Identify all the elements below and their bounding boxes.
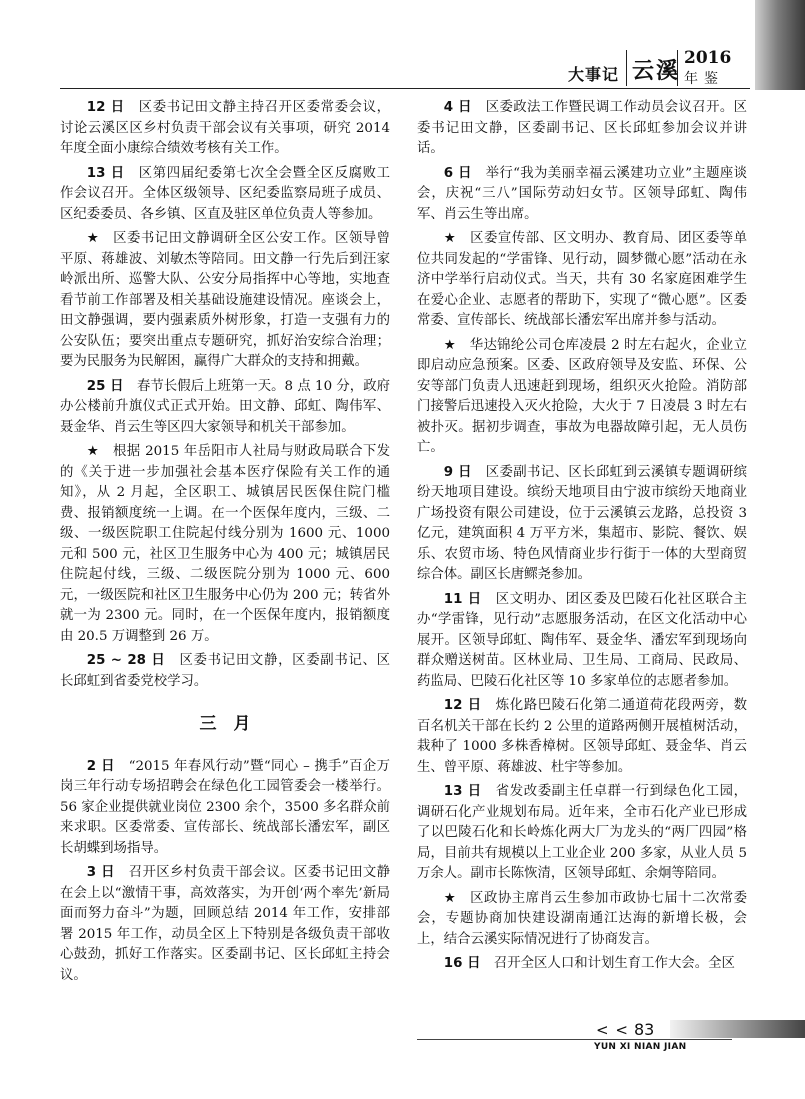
chronicle-entry	[417, 98, 747, 160]
header-decor-bar	[755, 0, 805, 90]
right-column	[417, 98, 747, 979]
chronicle-entry	[417, 696, 747, 778]
entry-date: ★	[443, 231, 457, 246]
entry-text: 区委宣传部、区文明办、教育局、团区委等单位共同发起的“学雷锋、见行动，圆梦微心愿”活动在永济中学举行启动仪式。当天，共有 30 名家庭困难学生在爱心企业、志愿者的帮助下，实现了“微心愿”。区委常委、宣传部长、统战部长潘宏军出席并参与活动。	[417, 231, 748, 328]
entry-date: 13 日	[86, 165, 125, 181]
entry-date: 25 日	[86, 378, 124, 394]
entry-text: 区委副书记、区长邱虹到云溪镇专题调研缤纷天地项目建设。缤纷天地项目由宁波市缤纷天地商业广场投资有限公司建设，位于云溪镇云龙路，总投资 3 亿元，建筑面积 4 万平方米，集超市、影院、餐饮、娱乐、农贸市场、特色风情商业步行街于一体的大型商贸综合体。副区长唐鳏尧参加。	[417, 464, 748, 582]
entry-text: 华达锦纶公司仓库凌晨 2 时左右起火，企业立即启动应急预案。区委、区政府领导及安监、环保、公安等部门负责人迅速赶到现场，组织灭火抢险。消防部门接警后迅速投入灭火抢险，大火于 7 日凌晨 3 时左右被扑灭。据初步调查，事故为电器故障引起，无人员伤亡。	[417, 337, 748, 455]
chronicle-entry	[417, 463, 747, 586]
header-section-title: 大事记	[567, 65, 619, 84]
entry-text: 召开区乡村负责干部会议。区委书记田文静在会上以“激情干事，高效落实，为开创‘两个率先’新局面而努力奋斗”为题，回顾总结 2014 年工作，安排部署 2015 年工作，动员全区上下特别是各级负责干部收心鼓劲，抓好工作落实。区委副书记、区长邱虹主持会议。	[60, 865, 391, 983]
entry-date: ★	[443, 890, 457, 906]
chronicle-entry	[60, 229, 390, 373]
chronicle-entry	[417, 336, 747, 459]
entry-date: 12 日	[443, 698, 482, 713]
chronicle-entry	[417, 889, 747, 951]
header-brand: 云溪	[632, 58, 681, 84]
month-title: 三 月	[199, 714, 251, 734]
entry-text: 春节长假后上班第一天。8 点 10 分，政府办公楼前升旗仪式正式开始。田文静、邱虹、陶伟军、聂金华、肖云生等区四大家领导和机关干部参加。	[60, 378, 391, 435]
page-header	[0, 0, 805, 90]
entry-text: 举行“我为美丽幸福云溪建功立业”主题座谈会，庆祝“三八”国际劳动妇女节。区领导邱虹、陶伟军、肖云生等出席。	[417, 165, 747, 222]
page-arrows: < <	[596, 1021, 629, 1039]
chronicle-entry	[60, 377, 390, 439]
entry-text: 区委政法工作暨民调工作动员会议召开。区委书记田文静，区委副书记、区长邱虹参加会议并讲话。	[417, 100, 748, 156]
entry-text: 区第四届纪委第七次全会暨全区反腐败工作会议召开。全体区级领导、区纪委监察局班子成员、区纪委委员、各乡镇、区直及驻区单位负责人等参加。	[60, 165, 391, 222]
entry-text: 省发改委副主任卓群一行到绿色化工园，调研石化产业规划布局。近年来，全市石化产业已形成了以巴陵石化和长岭炼化两大厂为龙头的“两厂四园”格局，目前共有规模以上工业企业 200 多家，从业人员 5 万余人。副市长陈恢清，区领导邱虹、余炯等陪同。	[417, 784, 748, 881]
entry-text: 炼化路巴陵石化第二通道荷花段两旁，数百名机关干部在长约 2 公里的道路两侧开展植树活动，栽种了 1000 多株香樟树。区领导邱虹、聂金华、肖云生、曾平原、蒋雄波、杜宇等参加。	[417, 698, 748, 775]
entry-date: ★	[86, 231, 100, 246]
chronicle-entry	[417, 782, 747, 885]
entry-date: 4 日	[443, 100, 472, 115]
entry-date: 16 日	[443, 956, 481, 971]
left-column	[60, 98, 390, 990]
page-number-value: 83	[634, 1020, 655, 1039]
entry-text: “2015 年春风行动”暨“同心 – 携手”百企万岗三年行动专场招聘会在绿色化工园管委会一楼举行。56 家企业提供就业岗位 2300 余个，3500 多名群众前来求职。区委常委、宣传部长、统战部长潘宏军，副区长胡蝶到场指导。	[60, 758, 390, 856]
entry-date: 9 日	[443, 464, 472, 480]
entry-date: 12 日	[86, 100, 125, 115]
entry-date: 13 日	[443, 784, 482, 799]
chronicle-entry	[60, 164, 390, 226]
chronicle-entry	[417, 229, 747, 332]
entry-text: 区文明办、团区委及巴陵石化社区联合主办“学雷锋，见行动”志愿服务活动，在区文化活动中心展开。区领导邱虹、陶伟军、聂金华、潘宏军到现场向群众赠送树苗。区林业局、卫生局、工商局、民政局、药监局、巴陵石化社区等 10 多家单位的志愿者参加。	[417, 591, 748, 689]
chronicle-entry	[417, 164, 747, 226]
entry-text: 区委书记田文静主持召开区委常委会议，讨论云溪区区乡村负责干部会议有关事项，研究 2014 年度全面小康综合绩效考核有关工作。	[60, 100, 391, 156]
chronicle-entry	[417, 954, 747, 975]
footer-decor-bar	[670, 1020, 805, 1038]
chronicle-entry	[60, 651, 390, 692]
header-rule	[60, 88, 750, 89]
entry-text: 根据 2015 年岳阳市人社局与财政局联合下发的《关于进一步加强社会基本医疗保险有关工作的通知》，从 2 月起，全区职工、城镇居民医保住院门槛费、报销额度统一上调。在一个医保年度内，三级、二级、一级医院职工住院起付线分别为 1600 元、1000 元和 500 元，社区卫生服务中心为 400 元；城镇居民住院起付线，三级、二级医院分别为 1000 元、600 元，一级医院和社区卫生服务中心仍为 200 元；转省外就一为 2300 元。同时，在一个医保年度内，报销额度由 20.5 万调整到 26 万。	[60, 444, 391, 644]
entry-text: 召开全区人口和计划生育工作大会。全区	[493, 956, 735, 971]
footer-pinyin: YUN XI NIAN JIAN	[594, 1042, 687, 1052]
entry-text: 区政协主席肖云生参加市政协七届十二次常委会，专题协商加快建设湖南通江达海的新增长极，会上，结合云溪实际情况进行了协商发言。	[417, 890, 748, 947]
chronicle-entry	[60, 757, 390, 860]
entry-date: ★	[86, 444, 100, 459]
entry-date: 3 日	[86, 865, 115, 880]
chronicle-entry	[60, 98, 390, 160]
entry-date: 25 ~ 28 日	[86, 653, 166, 668]
entry-text: 区委书记田文静，区委副书记、区长邱虹到省委党校学习。	[60, 653, 391, 689]
entry-text: 区委书记田文静调研全区公安工作。区领导曾平原、蒋雄波、刘敏杰等陪同。田文静一行先后到汪家岭派出所、巡警大队、公安分局指挥中心等地，实地查看节前工作部署及相关基础设施建设情况。座谈会上，田文静强调，要内强素质外树形象，打造一支强有力的公安队伍；要突出重点专题研究，抓好治安综合治理；要为民服务为民解困，赢得广大群众的支持和拥戴。	[60, 231, 391, 369]
entry-date: ★	[443, 337, 457, 353]
entry-date: 6 日	[443, 165, 472, 181]
chronicle-entry	[60, 863, 390, 986]
header-sub: 年鉴	[684, 71, 724, 87]
page-number	[596, 1020, 654, 1039]
entry-date: 2 日	[86, 758, 115, 774]
entry-date: 11 日	[443, 591, 482, 607]
chronicle-entry	[417, 590, 747, 693]
footer-rule	[417, 1039, 732, 1040]
chronicle-entry	[60, 442, 390, 647]
header-year: 2016	[684, 48, 732, 68]
